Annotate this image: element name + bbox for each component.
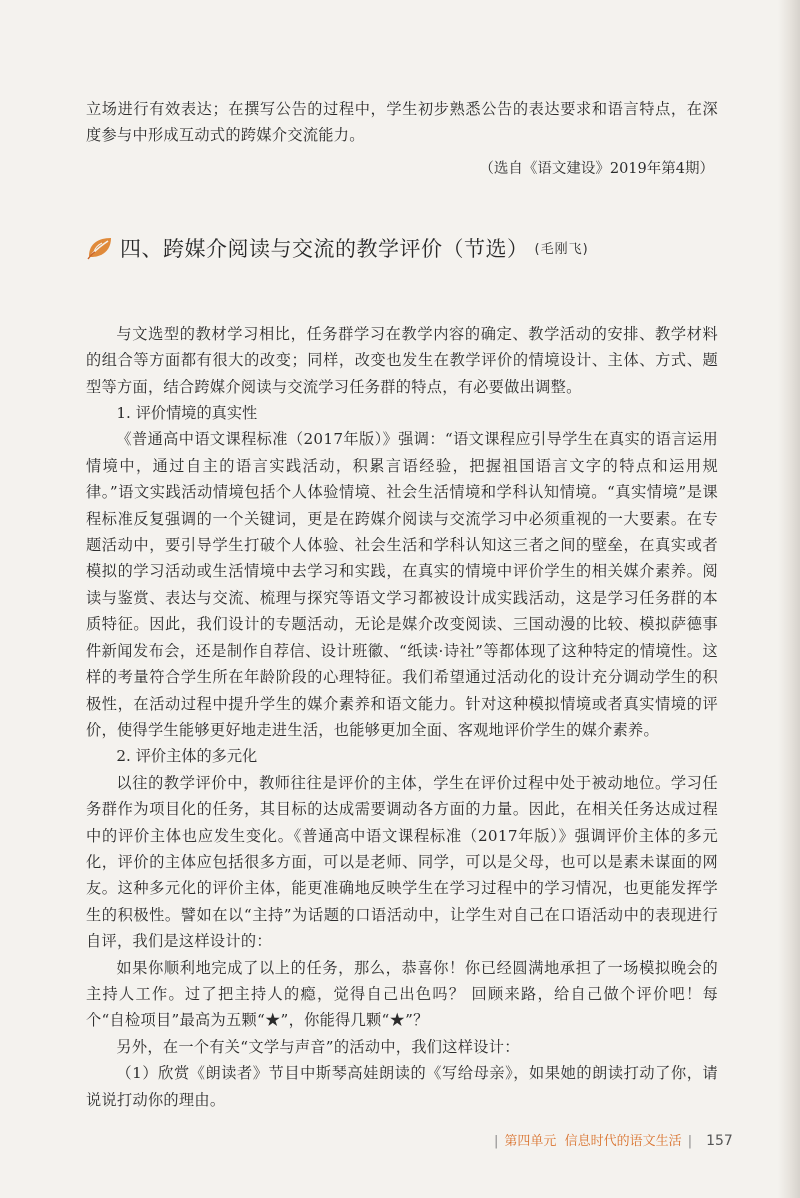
- page-edge-shadow: [778, 0, 800, 1198]
- source-citation: （选自《语文建设》2019年第4期）: [479, 160, 714, 177]
- leaf-icon: [86, 235, 114, 261]
- footer-divider: |: [494, 1134, 499, 1149]
- paragraph-3: 如果你顺利地完成了以上的任务，那么，恭喜你！你已经圆满地承担了一场模拟晚会的主持人工作。过了把主持人的瘾，觉得自己出色吗？ 回顾来路，给自己做个评价吧！每个“自检项目”最高为五颗“★”，你能得几颗“★”？: [86, 958, 718, 1030]
- section-author: (毛刚飞): [534, 242, 589, 258]
- section-title: 四、跨媒介阅读与交流的教学评价（节选）: [120, 236, 529, 261]
- footer-unit-title: 信息时代的语文生活: [564, 1134, 682, 1149]
- intro-paragraph: 与文选型的教材学习相比，任务群学习在教学内容的确定、教学活动的安排、教学材料的组合等方面都有很大的改变；同样，改变也发生在教学评价的情境设计、主体、方式、题型等方面，结合跨媒介阅读与交流学习任务群的特点，有必要做出调整。: [86, 324, 718, 396]
- paragraph-5: （1）欣赏《朗读者》节目中斯琴高娃朗读的《写给母亲》，如果她的朗读打动了你，请说说打动你的理由。: [86, 1064, 718, 1109]
- continuation-paragraph: 立场进行有效表达；在撰写公告的过程中，学生初步熟悉公告的表达要求和语言特点，在深度参与中形成互动式的跨媒介交流能力。: [86, 100, 718, 145]
- footer-divider: |: [687, 1134, 693, 1149]
- subheading-2: 2. 评价主体的多元化: [116, 747, 258, 766]
- page-content: [86, 96, 718, 1113]
- subheading-1: 1. 评价情境的真实性: [116, 404, 258, 423]
- paragraph-1: 《普通高中语文课程标准（2017年版）》强调：“语文课程应引导学生在真实的语言运用情境中，通过自主的语言实践活动，积累言语经验，把握祖国语言文字的特点和运用规律。”语文实践活动情境包括个人体验情境、社会生活情境和学科认知情境。“真实情境”是课程标准反复强调的一个关键词，更是在跨媒介阅读与交流学习中必须重视的一大要素。在专题活动中，要引导学生打破个人体验、社会生活和学科认知这三者之间的壁垒，在真实或者模拟的学习活动或生活情境中去学习和实践，在真实的情境中评价学生的相关媒介素养。阅读与鉴赏、表达与交流、梳理与探究等语文学习都被设计成实践活动，这是学习任务群的本质特征。因此，我们设计的专题活动，无论是媒介改变阅读、三国动漫的比较、模拟萨德事件新闻发布会，还是制作自荐信、设计班徽、“纸读·诗社”等都体现了这种特定的情境性。这样的考量符合学生所在年龄阶段的心理特征。我们希望通过活动化的设计充分调动学生的积极性，在活动过程中提升学生的媒介素养和语文能力。针对这种模拟情境或者真实情境的评价，使得学生能够更好地走进生活，也能够更加全面、客观地评价学生的媒介素养。: [86, 430, 718, 739]
- page-number: 157: [706, 1133, 733, 1149]
- page-footer: [488, 1130, 733, 1149]
- paragraph-4: 另外，在一个有关“文学与声音”的活动中，我们这样设计：: [116, 1037, 520, 1056]
- footer-unit: 第四单元: [504, 1134, 557, 1149]
- section-heading: [86, 233, 718, 263]
- paragraph-2: 以往的教学评价中，教师往往是评价的主体，学生在评价过程中处于被动地位。学习任务群作为项目化的任务，其目标的达成需要调动各方面的力量。因此，在相关任务达成过程中的评价主体也应发生变化。《普通高中语文课程标准（2017年版）》强调评价主体的多元化，评价的主体应包括很多方面，可以是老师、同学，可以是父母，也可以是素未谋面的网友。这种多元化的评价主体，能更准确地反映学生在学习过程中的学习情况，也更能发挥学生的积极性。譬如在以“主持”为话题的口语活动中，让学生对自己在口语活动中的表现进行自评，我们是这样设计的：: [86, 773, 718, 951]
